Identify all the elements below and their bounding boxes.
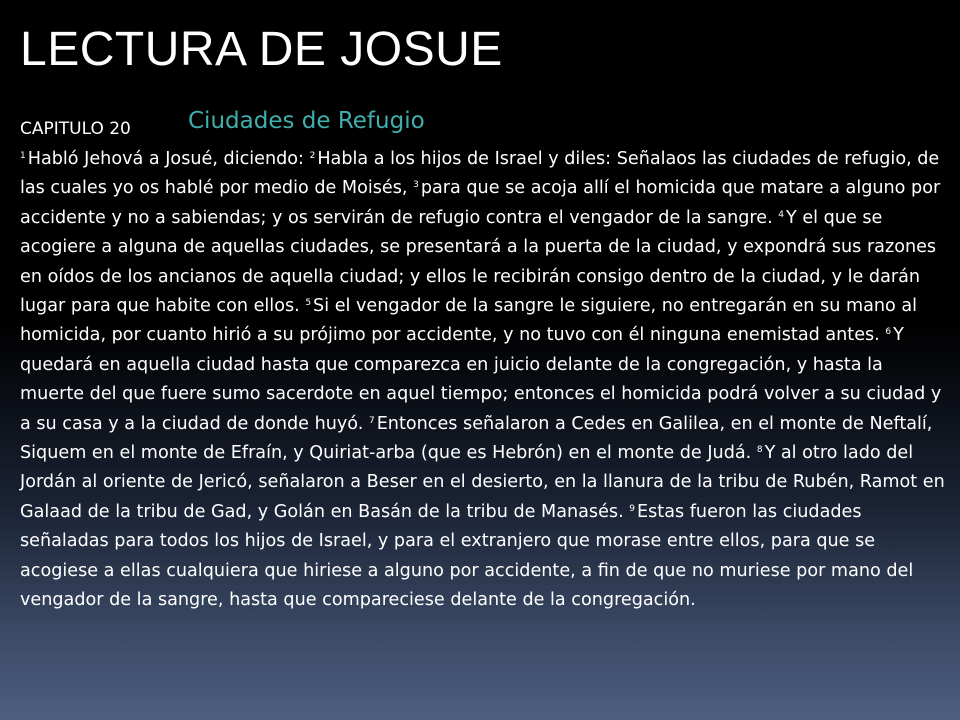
verse-text: Habla a los hijos de Israel y diles: Señalaos las ciudades de refugio, de las cuales yo os hablé por medio de Moisés, [20, 149, 940, 199]
slide-title: LECTURA DE JOSUE [20, 23, 503, 76]
verse-text: Y al otro lado del Jordán al oriente de Jericó, señalaron a Beser en el desierto, en la llanura de la tribu de Rubén, Ramot en Galaad de la tribu de Gad, y Golán en Basán de la tribu de Manasés. [20, 443, 945, 522]
verse-number: 6 [885, 327, 892, 338]
verse-text: para que se acoja allí el homicida que matare a alguno por accidente y no a sabiendas; y os servirán de refugio contra el vengador de la sangre. [20, 178, 941, 228]
verse-text: Si el vengador de la sangre le siguiere, no entregarán en su mano al homicida, por cuanto hirió a su prójimo por accidente, y no tuvo con él ninguna enemistad antes. [20, 296, 918, 346]
verse-number: 1 [20, 151, 26, 161]
verse-number: 9 [629, 503, 636, 514]
chapter-subtitle: Ciudades de Refugio [188, 108, 425, 134]
verse-number: 7 [368, 415, 375, 426]
verse-number: 3 [413, 180, 419, 191]
verse-number: 8 [756, 445, 763, 456]
scripture-text [20, 145, 945, 616]
chapter-label: CAPITULO 20 [20, 119, 131, 139]
verse-text: Y el que se acogiere a alguna de aquellas ciudades, se presentará a la puerta de la ciudad, y expondrá sus razones en oídos de los ancianos de aquella ciudad; y ellos le recibirán consigo dentro de la ciudad, y le darán lugar para que habite con ellos. [20, 207, 937, 317]
verse-number: 5 [305, 298, 312, 309]
verse-text: Estas fueron las ciudades señaladas para todos los hijos de Israel, y para el extranjero que morase entre ellos, para que se acogiese a ellas cualquiera que hiriese a alguno por accidente, a fin de que no muriese por mano del vengador de la sangre, hasta que compareciese delante de la congregación. [20, 501, 914, 611]
verse-number: 4 [778, 209, 784, 220]
verse-text: Entonces señalaron a Cedes en Galilea, en el monte de Neftalí, Siquem en el monte de Efraín, y Quiriat-arba (que es Hebrón) en el monte de Judá. [20, 413, 933, 464]
verse-number: 2 [309, 151, 316, 161]
verse-text: Y quedará en aquella ciudad hasta que comparezca en juicio delante de la congregación, y hasta la muerte del que fuere sumo sacerdote en aquel tiempo; entonces el homicida podrá volver a su ciudad y a su casa y a la ciudad de donde huyó. [20, 325, 942, 434]
verse-text: Habló Jehová a Josué, diciendo: [27, 149, 310, 169]
